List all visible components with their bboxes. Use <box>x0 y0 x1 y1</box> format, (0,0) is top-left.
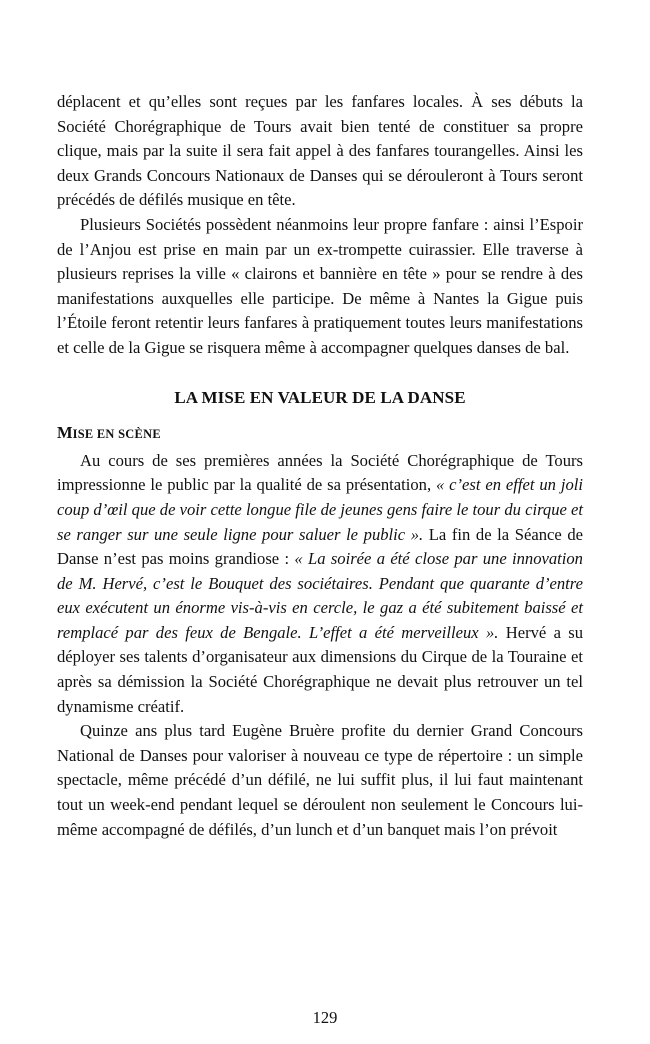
text-run: Au cours de ses premières années la Société Chorégraphique de Tours impressionne le public par la qualité de sa présentation, <box>57 450 583 495</box>
subsection-heading <box>57 421 583 447</box>
page-body <box>57 90 583 842</box>
paragraph-fanfares-propres: Plusieurs Sociétés possèdent néanmoins leur propre fanfare : ainsi l’Espoir de l’Anjou est prise en main par un ex-trompette cuirassier. Elle traverse à plusieurs reprises la ville « clairons et bannière en tête » pour se rendre à des manifestations auxquelles elle participe. De même à Nantes la Gigue puis l’Étoile feront retentir leurs fanfares à pratiquement toutes leurs manifestations et celle de la Gigue se risquera même à accompagner quelques danses de bal. <box>57 214 583 357</box>
page-number: 129 <box>312 1008 338 1027</box>
paragraph-fanfares-locales: déplacent et qu’elles sont reçues par les fanfares locales. À ses débuts la Société Chorégraphique de Tours avait bien tenté de constituer sa propre clique, mais par la suite il sera fait appel à des fanfares tourangelles. Ainsi les deux Grands Concours Nationaux de Danses qui se dérouleront à Tours seront précédés de défilés musique en tête. <box>57 92 583 210</box>
paragraph-mise-en-scene <box>57 449 583 720</box>
subheading-rest: ISE EN SCÈNE <box>72 427 161 442</box>
quote-bouquet: « La soirée a été close par une innovation de M. Hervé, c’est le Bouquet des sociétaires. Pendant que quarante d’entre eux exécutent un énorme vis-à-vis en cercle, le gaz a été subitement baissé et remplacé par des feux de Bengale. L’effet a été merveilleux ». <box>57 549 583 642</box>
quote-cirque: « c’est en effet un joli coup d’œil que de voir cette longue file de jeunes gens faire le tour du cirque et se ranger sur une seule ligne pour saluer le public ». <box>57 475 583 544</box>
section-heading: LA MISE EN VALEUR DE LA DANSE <box>174 387 466 407</box>
subheading-initial: M <box>57 423 73 443</box>
text-run: La fin de la Séance de Danse n’est pas moins grandiose : <box>57 524 583 569</box>
paragraph-bruere: Quinze ans plus tard Eugène Bruère profite du dernier Grand Concours National de Danses pour valoriser à nouveau ce type de répertoire : un simple spectacle, même précédé d’un défilé, ne lui suffit plus, il lui faut maintenant tout un week-end pendant lequel se déroulent non seulement le Concours lui-même accompagné de défilés, d’un lunch et d’un banquet mais l’on prévoit <box>57 721 583 839</box>
text-run: Hervé a su déployer ses talents d’organisateur aux dimensions du Cirque de la Touraine et après sa démission la Société Chorégraphique ne devait plus retrouver un tel dynamisme créatif. <box>57 622 583 716</box>
